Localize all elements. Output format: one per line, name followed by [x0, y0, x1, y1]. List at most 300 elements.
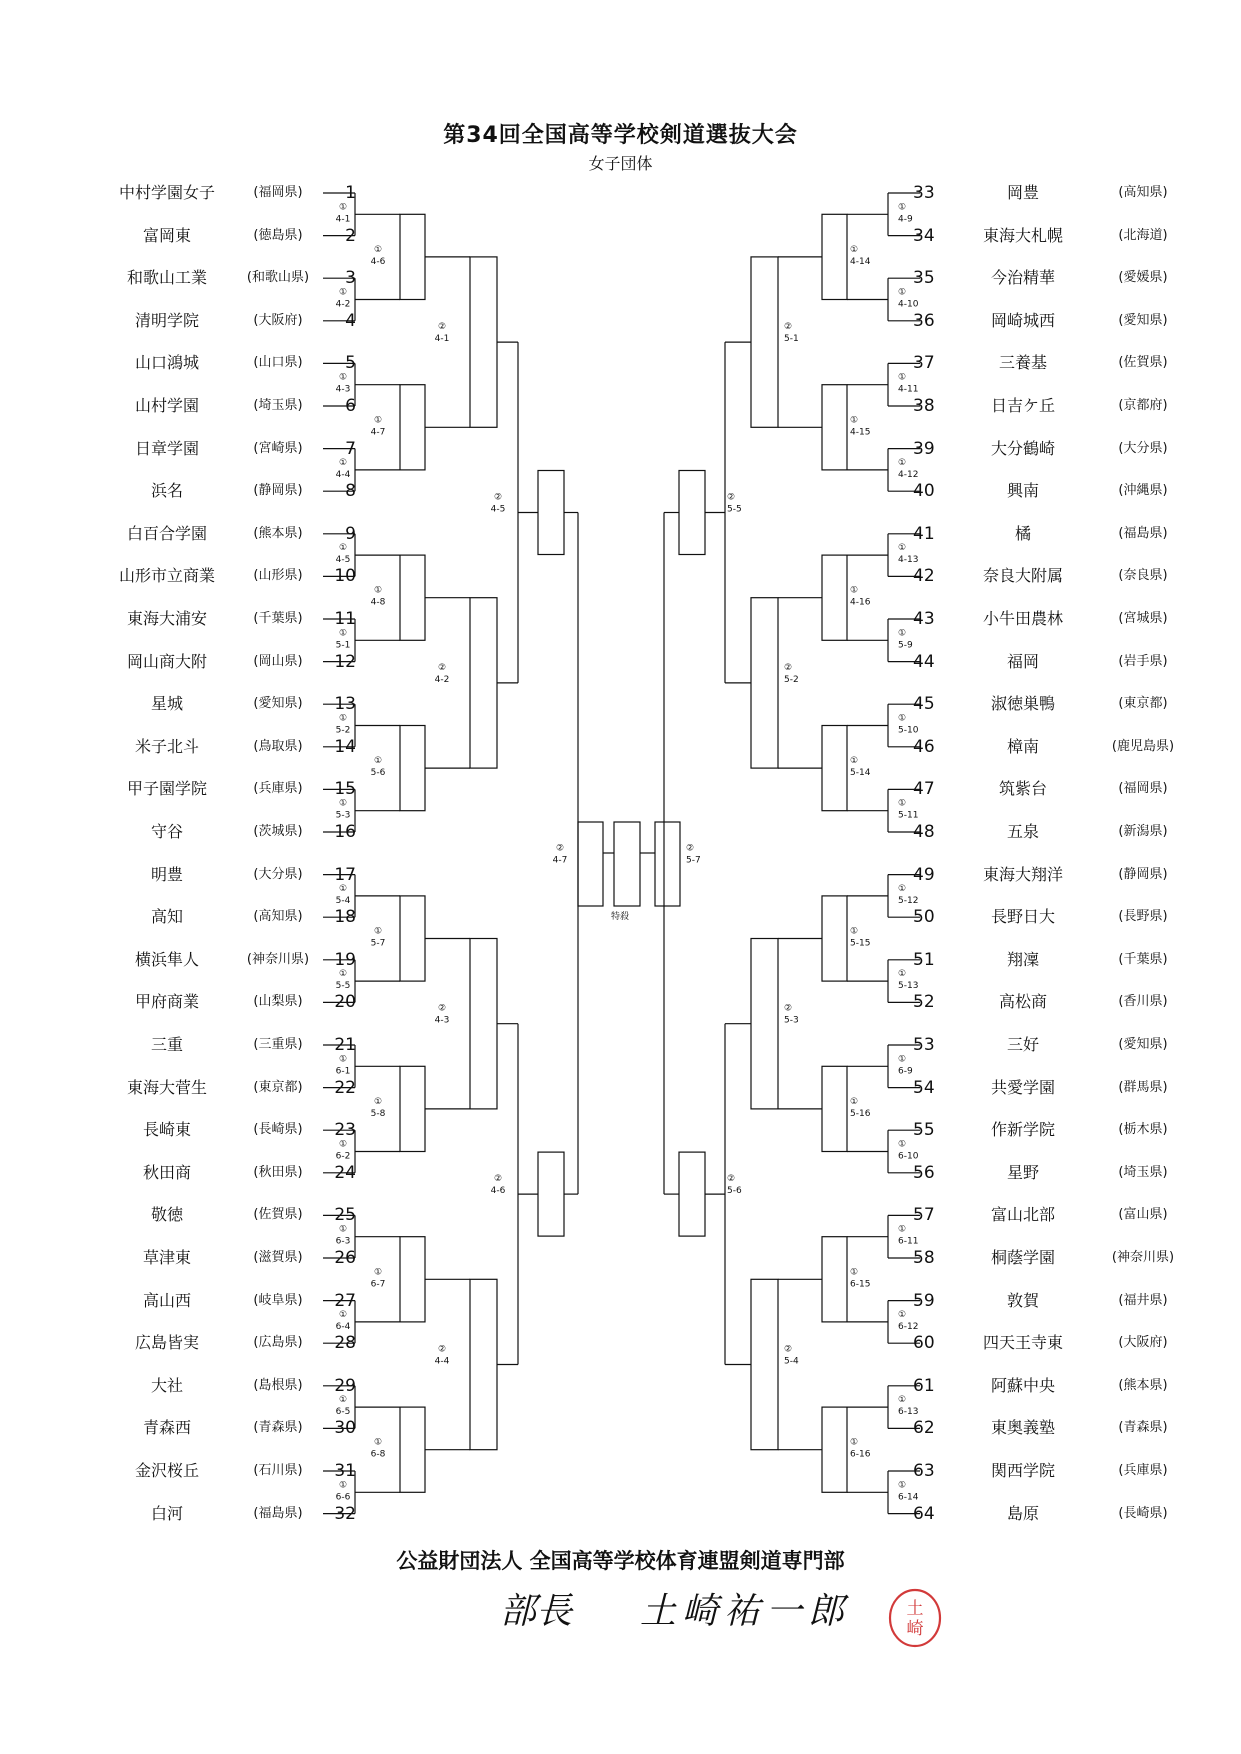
team-name: 高松商: [998, 992, 1047, 1012]
match-label: [850, 1097, 871, 1119]
bracket-box: [400, 214, 425, 299]
team-seed-number: 30: [334, 1418, 356, 1439]
match-code: 4-3: [335, 384, 351, 395]
team-prefecture: (沖縄県): [1118, 483, 1168, 499]
match-code: 5-2: [784, 674, 799, 685]
bracket-box: [470, 939, 497, 1109]
bracket-box: [538, 1152, 564, 1236]
team-name: 阿蘇中央: [990, 1375, 1055, 1395]
match-code: 5-5: [727, 504, 742, 515]
match-code: 5-16: [850, 1108, 871, 1119]
match-label: [371, 415, 386, 437]
team-prefecture: (山形県): [253, 568, 303, 584]
team-seed-number: 56: [913, 1162, 935, 1183]
match-label: [336, 1310, 351, 1332]
team-name: 和歌山工業: [126, 268, 207, 288]
match-code: 6-7: [370, 1279, 386, 1290]
team-seed-number: 19: [334, 949, 356, 970]
match-label: [784, 1345, 799, 1367]
match-court: ①: [338, 1309, 348, 1320]
match-code: 6-6: [335, 1492, 351, 1503]
match-court: ①: [373, 244, 383, 255]
team-prefecture: (山口県): [253, 355, 303, 371]
match-court: ①: [338, 798, 348, 809]
team-prefecture: (鳥取県): [253, 738, 303, 754]
match-label: [850, 415, 870, 437]
match-court: ①: [373, 415, 383, 426]
match-court: ①: [898, 1480, 907, 1491]
match-code: 5-4: [335, 895, 351, 906]
match-label: [336, 799, 351, 821]
match-court: ①: [373, 926, 383, 937]
bracket-box: [538, 471, 564, 555]
match-court: ①: [373, 756, 383, 767]
match-label: [850, 245, 871, 267]
team-prefecture: (高知県): [1118, 185, 1168, 200]
match-code: 5-7: [686, 855, 701, 866]
match-label: [727, 493, 742, 515]
team-prefecture: (熊本県): [1118, 1377, 1168, 1393]
match-code: 6-15: [850, 1279, 871, 1290]
bracket-box: [655, 822, 680, 906]
match-label: [435, 663, 450, 685]
match-court: ①: [898, 287, 907, 298]
team-prefecture: (兵庫県): [253, 781, 303, 797]
bracket-box: [614, 822, 640, 906]
team-prefecture: (静岡県): [1118, 866, 1168, 882]
match-code: 6-1: [335, 1066, 351, 1077]
team-prefecture: (茨城県): [253, 824, 303, 839]
team-seed-number: 5: [345, 353, 356, 374]
match-court: ①: [338, 1480, 348, 1491]
team-seed-number: 24: [334, 1162, 356, 1183]
team-name: 翔凜: [1006, 949, 1039, 969]
match-court: ①: [898, 713, 907, 724]
bracket-box: [751, 939, 778, 1109]
team-name: 富山北部: [990, 1205, 1055, 1225]
match-court: ②: [437, 1344, 447, 1355]
team-seed-number: 63: [913, 1461, 935, 1481]
match-label: [435, 1004, 450, 1026]
team-prefecture: (徳島県): [253, 227, 303, 243]
team-name: 興南: [1006, 481, 1039, 501]
team-name: 浜名: [150, 481, 183, 501]
team-prefecture: (香川県): [1118, 994, 1168, 1010]
match-code: 6-8: [370, 1449, 386, 1460]
match-code: 4-13: [898, 555, 919, 566]
team-prefecture: (兵庫県): [1118, 1463, 1168, 1478]
match-code: 4-4: [434, 1356, 450, 1367]
match-code: 4-5: [490, 504, 506, 515]
match-label: [336, 373, 351, 395]
team-name: 青森西: [142, 1418, 191, 1438]
team-seed-number: 53: [913, 1035, 935, 1055]
signature-name: 土崎祐一郎: [640, 1591, 851, 1632]
team-seed-number: 50: [913, 907, 935, 928]
match-court: ①: [898, 1054, 907, 1065]
match-code: 4-14: [850, 256, 871, 267]
match-court: ①: [338, 543, 348, 554]
team-name: 広島皆実: [134, 1333, 199, 1353]
match-court: ①: [898, 798, 907, 809]
team-prefecture: (群馬県): [1118, 1079, 1168, 1095]
bracket-box: [679, 1152, 705, 1236]
team-prefecture: (高知県): [253, 909, 303, 925]
match-label: [850, 756, 871, 778]
team-name: 山口鴻城: [134, 353, 199, 373]
match-code: 4-1: [434, 334, 450, 345]
team-name: 富岡東: [142, 225, 191, 245]
match-label: [336, 628, 351, 650]
team-prefecture: (神奈川県): [1111, 1250, 1175, 1265]
bracket-box: [751, 598, 778, 768]
team-prefecture: (岐阜県): [253, 1292, 303, 1308]
match-code: 4-8: [370, 597, 386, 608]
team-prefecture: (広島県): [253, 1335, 303, 1351]
match-code: 4-16: [850, 597, 871, 608]
seal-character: 崎: [906, 1619, 924, 1639]
team-seed-number: 25: [334, 1205, 356, 1226]
match-label: [898, 1310, 918, 1332]
match-label: [898, 1140, 919, 1162]
match-code: 5-6: [370, 768, 386, 779]
team-prefecture: (福岡県): [253, 185, 303, 200]
match-court: ①: [373, 1096, 383, 1107]
team-name: 草津東: [142, 1248, 191, 1267]
match-code: 5-1: [335, 640, 351, 651]
match-code: 5-13: [898, 981, 919, 992]
match-label: [491, 493, 506, 515]
match-code: 6-5: [335, 1407, 351, 1418]
team-prefecture: (大阪府): [253, 312, 303, 328]
match-court: ②: [784, 662, 793, 673]
team-seed-number: 32: [334, 1503, 356, 1524]
match-code: 4-6: [370, 256, 386, 267]
match-court: ①: [850, 244, 859, 255]
team-seed-number: 8: [345, 481, 356, 502]
match-code: 4-2: [434, 674, 450, 685]
team-prefecture: (奈良県): [1118, 568, 1168, 584]
team-seed-number: 4: [345, 310, 356, 331]
match-label: [898, 458, 918, 480]
match-label: [371, 927, 386, 949]
match-court: ①: [898, 202, 907, 213]
match-code: 4-10: [898, 299, 919, 310]
match-code: 6-4: [335, 1321, 351, 1332]
match-court: ①: [373, 585, 383, 596]
team-seed-number: 16: [334, 822, 356, 842]
team-seed-number: 26: [334, 1248, 356, 1268]
match-court: ①: [898, 1139, 907, 1150]
team-name: 甲子園学院: [126, 779, 207, 799]
team-prefecture: (福島県): [1118, 525, 1168, 541]
match-court: ②: [784, 1003, 793, 1014]
match-code: 4-9: [898, 214, 913, 225]
match-code: 5-3: [335, 810, 351, 821]
team-name: 高知: [150, 907, 183, 927]
team-seed-number: 29: [334, 1375, 356, 1396]
bracket-box: [751, 257, 778, 427]
match-label: [371, 756, 386, 778]
match-label: [898, 202, 913, 224]
team-seed-number: 35: [913, 268, 935, 289]
team-name: 樟南: [1006, 736, 1039, 756]
team-name: 清明学院: [134, 310, 199, 330]
match-label: [336, 288, 351, 310]
team-prefecture: (福井県): [1118, 1292, 1168, 1308]
team-seed-number: 43: [913, 609, 935, 629]
team-seed-number: 41: [913, 523, 935, 544]
match-label: [435, 322, 450, 344]
team-name: 長野日大: [990, 907, 1055, 927]
match-code: 5-10: [898, 725, 919, 736]
team-name: 星野: [1006, 1162, 1039, 1182]
match-court: ①: [338, 713, 348, 724]
team-name: 今治精華: [990, 268, 1055, 288]
team-seed-number: 6: [345, 396, 356, 416]
team-name: 白河: [150, 1503, 183, 1523]
team-name: 作新学院: [990, 1120, 1055, 1140]
team-prefecture: (長野県): [1118, 909, 1168, 925]
team-prefecture: (熊本県): [253, 525, 303, 541]
team-prefecture: (大阪府): [1118, 1335, 1168, 1351]
match-code: 4-6: [490, 1186, 506, 1197]
match-court: ②: [727, 492, 736, 503]
match-label: [336, 1395, 351, 1417]
team-prefecture: (埼玉県): [1118, 1164, 1168, 1180]
match-label: [491, 1174, 506, 1196]
team-name: 福岡: [1006, 651, 1039, 671]
match-court: ②: [493, 492, 503, 503]
match-label: [898, 969, 918, 991]
match-label: [784, 1004, 799, 1026]
match-label: [371, 1097, 386, 1119]
final-label: 特殺: [610, 912, 630, 922]
team-prefecture: (長崎県): [253, 1122, 303, 1138]
team-seed-number: 20: [334, 992, 356, 1013]
team-prefecture: (神奈川県): [246, 951, 310, 967]
match-code: 5-4: [784, 1356, 799, 1367]
team-seed-number: 27: [334, 1290, 356, 1311]
team-seed-number: 55: [913, 1120, 935, 1141]
team-prefecture: (佐賀県): [253, 1207, 303, 1223]
match-court: ①: [850, 415, 859, 426]
match-code: 5-6: [727, 1186, 742, 1197]
team-seed-number: 34: [913, 225, 935, 246]
match-court: ①: [850, 756, 859, 767]
team-name: 米子北斗: [134, 736, 199, 756]
team-seed-number: 23: [334, 1120, 356, 1141]
team-prefecture: (三重県): [253, 1037, 303, 1052]
team-seed-number: 58: [913, 1248, 935, 1268]
team-name: 星城: [150, 694, 183, 714]
match-court: ①: [338, 1054, 348, 1065]
team-seed-number: 47: [913, 779, 935, 800]
team-seed-number: 40: [913, 481, 935, 502]
team-seed-number: 12: [334, 651, 356, 672]
team-name: 敬徳: [150, 1205, 183, 1225]
match-label: [371, 245, 386, 267]
match-label: [850, 586, 871, 608]
team-seed-number: 15: [334, 779, 356, 800]
match-court: ①: [898, 628, 907, 639]
match-court: ①: [850, 926, 859, 937]
match-label: [898, 373, 918, 395]
team-prefecture: (愛知県): [253, 696, 303, 712]
team-seed-number: 60: [913, 1333, 935, 1354]
team-name: 三好: [1006, 1035, 1039, 1054]
team-prefecture: (愛媛県): [1118, 270, 1168, 286]
team-prefecture: (佐賀県): [1118, 355, 1168, 371]
bracket-box: [751, 1279, 778, 1449]
team-prefecture: (静岡県): [253, 483, 303, 499]
team-seed-number: 9: [345, 523, 356, 544]
team-seed-number: 44: [913, 651, 935, 672]
match-label: [336, 1225, 351, 1247]
team-prefecture: (福岡県): [1118, 781, 1168, 797]
bracket-box: [679, 471, 705, 555]
team-prefecture: (東京都): [1118, 696, 1168, 712]
match-court: ①: [850, 1437, 859, 1448]
match-label: [371, 1438, 386, 1460]
team-seed-number: 49: [913, 864, 935, 885]
team-seed-number: 18: [334, 907, 356, 928]
team-seed-number: 51: [913, 949, 935, 970]
team-name: 淑徳巣鴨: [990, 694, 1055, 714]
match-court: ①: [338, 287, 348, 298]
team-seed-number: 28: [334, 1333, 356, 1354]
team-name: 中村学園女子: [118, 183, 215, 202]
team-name: 東海大札幌: [982, 225, 1063, 245]
team-seed-number: 14: [334, 736, 356, 757]
team-prefecture: (大分県): [253, 866, 303, 882]
match-label: [898, 884, 918, 906]
match-court: ①: [338, 457, 348, 468]
match-code: 4-2: [335, 299, 351, 310]
match-label: [898, 1480, 919, 1502]
team-seed-number: 11: [334, 609, 356, 629]
match-court: ②: [555, 843, 565, 854]
match-label: [850, 1438, 871, 1460]
signature-role: 部長: [500, 1591, 573, 1632]
match-court: ①: [898, 969, 907, 980]
team-name: 高山西: [142, 1290, 191, 1310]
match-code: 5-1: [784, 334, 799, 345]
team-prefecture: (京都府): [1118, 398, 1168, 413]
match-court: ①: [850, 585, 859, 596]
match-label: [898, 1054, 913, 1076]
match-court: ①: [338, 1395, 348, 1406]
bracket-box: [400, 555, 425, 640]
team-seed-number: 7: [345, 438, 356, 459]
match-court: ①: [898, 457, 907, 468]
team-seed-number: 45: [913, 694, 935, 715]
bracket-box: [400, 1407, 425, 1492]
bracket-box: [400, 896, 425, 981]
team-name: 東海大菅生: [126, 1077, 207, 1097]
bracket-box: [578, 822, 603, 906]
team-name: 東奥義塾: [990, 1418, 1055, 1438]
team-name: 明豊: [150, 864, 183, 884]
match-code: 4-12: [898, 469, 919, 480]
match-code: 6-9: [898, 1066, 913, 1077]
seal-stamp: [888, 1588, 942, 1648]
bracket-box: [470, 598, 497, 768]
team-seed-number: 46: [913, 736, 935, 757]
match-code: 5-15: [850, 938, 871, 949]
team-prefecture: (栃木県): [1118, 1122, 1168, 1138]
team-prefecture: (青森県): [1118, 1420, 1168, 1436]
match-court: ②: [784, 322, 793, 333]
page-title: 第34回全国高等学校剣道選抜大会: [443, 123, 798, 148]
bracket-box: [822, 555, 847, 640]
match-court: ①: [850, 1267, 859, 1278]
team-prefecture: (愛知県): [1118, 1037, 1168, 1052]
match-label: [371, 586, 386, 608]
match-label: [336, 543, 351, 565]
match-code: 5-2: [335, 725, 351, 736]
match-code: 6-12: [898, 1321, 919, 1332]
match-code: 4-7: [370, 427, 386, 438]
match-label: [371, 1267, 386, 1289]
team-name: 橘: [1014, 523, 1031, 543]
team-seed-number: 42: [913, 566, 935, 587]
match-label: [784, 322, 799, 344]
match-label: [898, 288, 919, 310]
match-label: [336, 458, 351, 480]
match-court: ①: [338, 628, 348, 639]
match-court: ①: [338, 1139, 348, 1150]
match-code: 5-9: [898, 640, 913, 651]
match-court: ①: [898, 883, 907, 894]
team-prefecture: (埼玉県): [253, 398, 303, 413]
team-seed-number: 52: [913, 992, 935, 1013]
match-label: [553, 843, 568, 865]
team-seed-number: 1: [345, 183, 356, 203]
team-name: 関西学院: [990, 1461, 1055, 1480]
team-prefecture: (滋賀県): [253, 1250, 303, 1265]
team-seed-number: 61: [913, 1375, 935, 1396]
match-code: 6-16: [850, 1449, 871, 1460]
match-court: ①: [338, 372, 348, 383]
team-name: 小牛田農林: [982, 609, 1063, 628]
match-label: [898, 628, 913, 650]
team-seed-number: 31: [334, 1461, 356, 1481]
match-code: 6-3: [335, 1236, 351, 1247]
match-court: ①: [338, 202, 348, 213]
team-name: 岡豊: [1006, 183, 1039, 202]
match-label: [898, 1225, 918, 1247]
match-label: [336, 1054, 351, 1076]
match-court: ②: [437, 322, 447, 333]
team-prefecture: (福島県): [253, 1505, 303, 1521]
bracket-box: [822, 214, 847, 299]
bracket-box: [470, 257, 497, 427]
team-name: 長崎東: [142, 1120, 191, 1140]
match-court: ②: [784, 1344, 793, 1355]
match-label: [336, 1480, 351, 1502]
team-name: 三重: [150, 1035, 183, 1054]
match-label: [336, 884, 351, 906]
match-code: 6-11: [898, 1236, 919, 1247]
team-prefecture: (富山県): [1118, 1207, 1168, 1223]
team-name: 甲府商業: [134, 992, 199, 1012]
match-code: 4-4: [335, 469, 351, 480]
seal-character: 土: [906, 1599, 924, 1619]
team-prefecture: (石川県): [253, 1463, 303, 1478]
team-prefecture: (新潟県): [1118, 824, 1168, 839]
team-name: 東海大浦安: [126, 609, 207, 628]
